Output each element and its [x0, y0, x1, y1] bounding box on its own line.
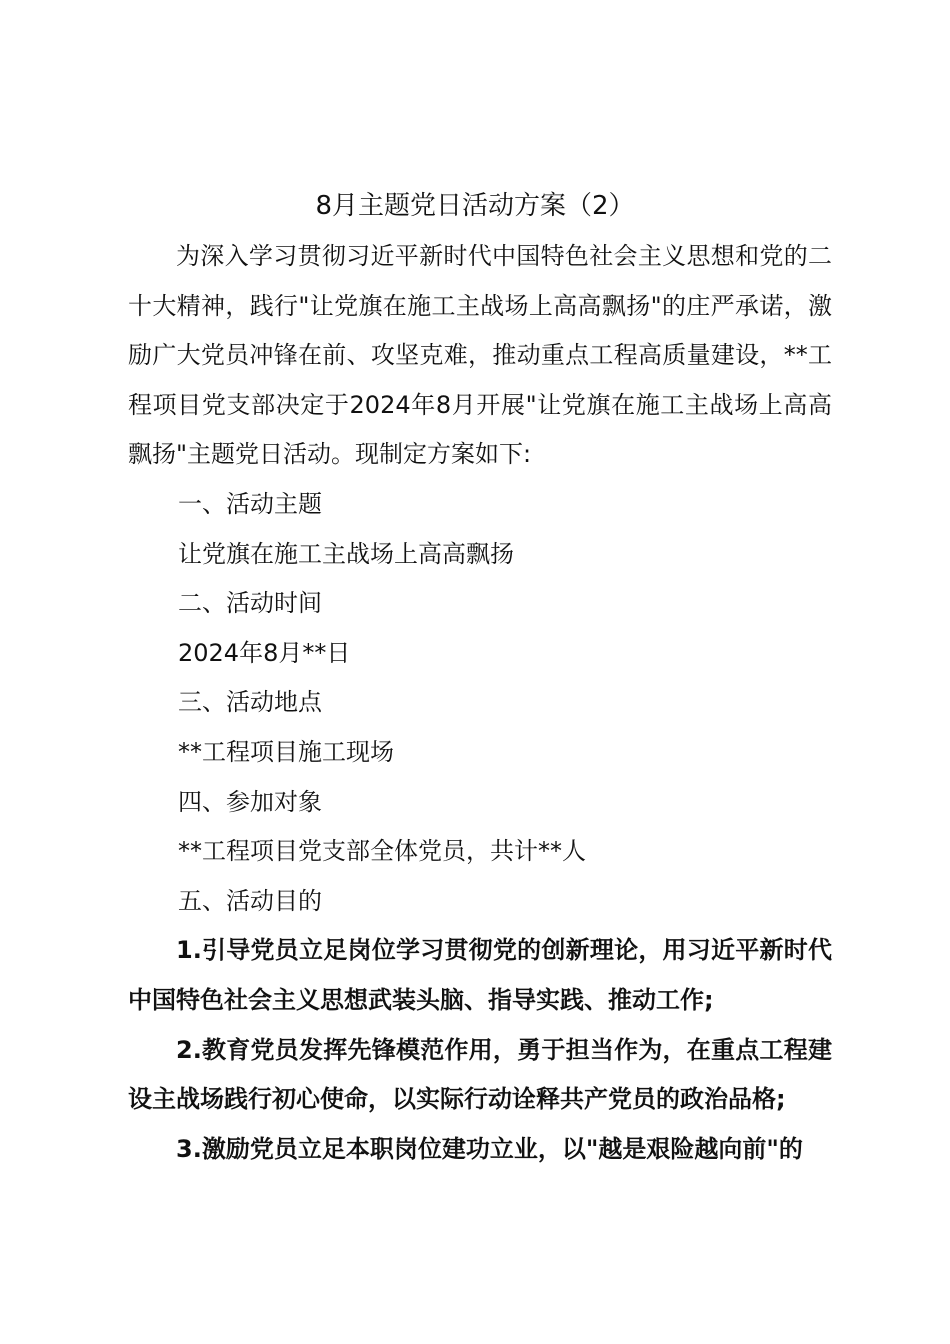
section-content-participants: **工程项目党支部全体党员，共计**人 — [178, 837, 586, 866]
section-content-time: 2024年8月**日 — [178, 638, 351, 667]
section-content-location: **工程项目施工现场 — [178, 737, 394, 766]
section-heading-theme: 一、活动主题 — [178, 489, 322, 518]
section-heading-participants: 四、参加对象 — [178, 787, 322, 816]
section-heading-location: 三、活动地点 — [178, 688, 322, 717]
purpose-item-2: 2.教育党员发挥先锋模范作用，勇于担当作为，在重点工程建设主战场践行初心使命，以实际行动诠释共产党员的政治品格; — [128, 1035, 832, 1114]
document-body — [128, 232, 832, 1174]
purpose-item-1: 1.引导党员立足岗位学习贯彻党的创新理论，用习近平新时代中国特色社会主义思想武装头脑、指导实践、推动工作; — [128, 936, 832, 1014]
intro-paragraph: 为深入学习贯彻习近平新时代中国特色社会主义思想和党的二十大精神，践行"让党旗在施工主战场上高高飘扬"的庄严承诺，激励广大党员冲锋在前、攻坚克难，推动重点工程高质量建设，**工程项目党支部决定于2024年8月开展"让党旗在施工主战场上高高飘扬"主题党日活动。现制定方案如下: — [128, 242, 832, 469]
section-heading-time: 二、活动时间 — [178, 589, 322, 618]
purpose-item-3: 3.激励党员立足本职岗位建功立业，以"越是艰险越向前"的 — [176, 1134, 803, 1163]
section-content-theme: 让党旗在施工主战场上高高飘扬 — [178, 539, 514, 568]
document-title: 8月主题党日活动方案（2） — [315, 191, 635, 221]
section-heading-purpose: 五、活动目的 — [178, 886, 322, 915]
